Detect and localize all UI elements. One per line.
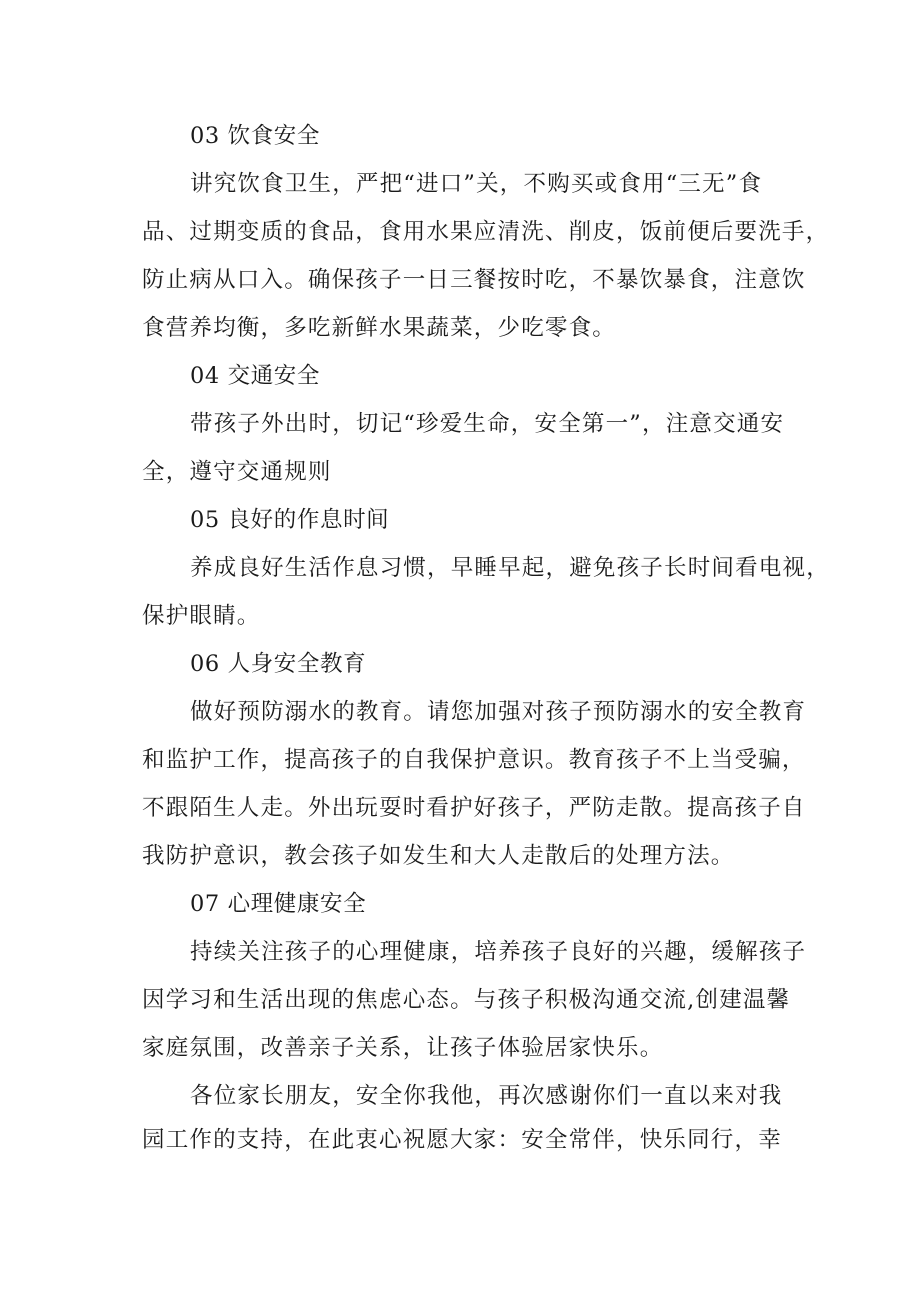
- body-line: 园工作的支持，在此衷心祝愿大家：安全常伴，快乐同行，幸: [142, 1127, 782, 1153]
- body-line: 持续关注孩子的心理健康，培养孩子良好的兴趣，缓解孩子: [190, 939, 807, 965]
- heading-line: 05 良好的作息时间: [190, 507, 390, 533]
- heading-line: 06 人身安全教育: [190, 651, 367, 677]
- body-line: 不跟陌生人走。外出玩耍时看护好孩子，严防走散。提高孩子自: [142, 795, 806, 821]
- body-line: 家庭氛围，改善亲子关系，让孩子体验居家快乐。: [142, 1035, 664, 1061]
- body-line: 各位家长朋友，安全你我他，再次感谢你们一直以来对我: [190, 1083, 783, 1109]
- body-line: 带孩子外出时，切记“珍爱生命，安全第一”，注意交通安: [190, 411, 785, 437]
- body-line: 品、过期变质的食品，食用水果应清洗、削皮，饭前便后要洗手，: [142, 219, 830, 245]
- body-line: 做好预防溺水的教育。请您加强对孩子预防溺水的安全教育: [190, 699, 807, 725]
- body-line: 防止病从口入。确保孩子一日三餐按时吃，不暴饮暴食，注意饮: [142, 267, 806, 293]
- body-line: 食营养均衡，多吃新鲜水果蔬菜，少吃零食。: [142, 315, 617, 341]
- body-line: 全，遵守交通规则: [142, 459, 332, 485]
- body-line: 讲究饮食卫生，严把“进口”关，不购买或食用“三无”食: [190, 171, 763, 197]
- body-line: 和监护工作，提高孩子的自我保护意识。教育孩子不上当受骗，: [142, 747, 806, 773]
- heading-line: 07 心理健康安全: [190, 891, 367, 917]
- body-line: 养成良好生活作息习惯，早睡早起，避免孩子长时间看电视，: [190, 555, 830, 581]
- body-line: 保护眼睛。: [142, 603, 261, 629]
- body-line: 我防护意识，教会孩子如发生和大人走散后的处理方法。: [142, 843, 735, 869]
- body-line: 因学习和生活出现的焦虑心态。与孩子积极沟通交流,创建温馨: [142, 987, 791, 1013]
- heading-line: 03 饮食安全: [190, 123, 320, 149]
- heading-line: 04 交通安全: [190, 363, 320, 389]
